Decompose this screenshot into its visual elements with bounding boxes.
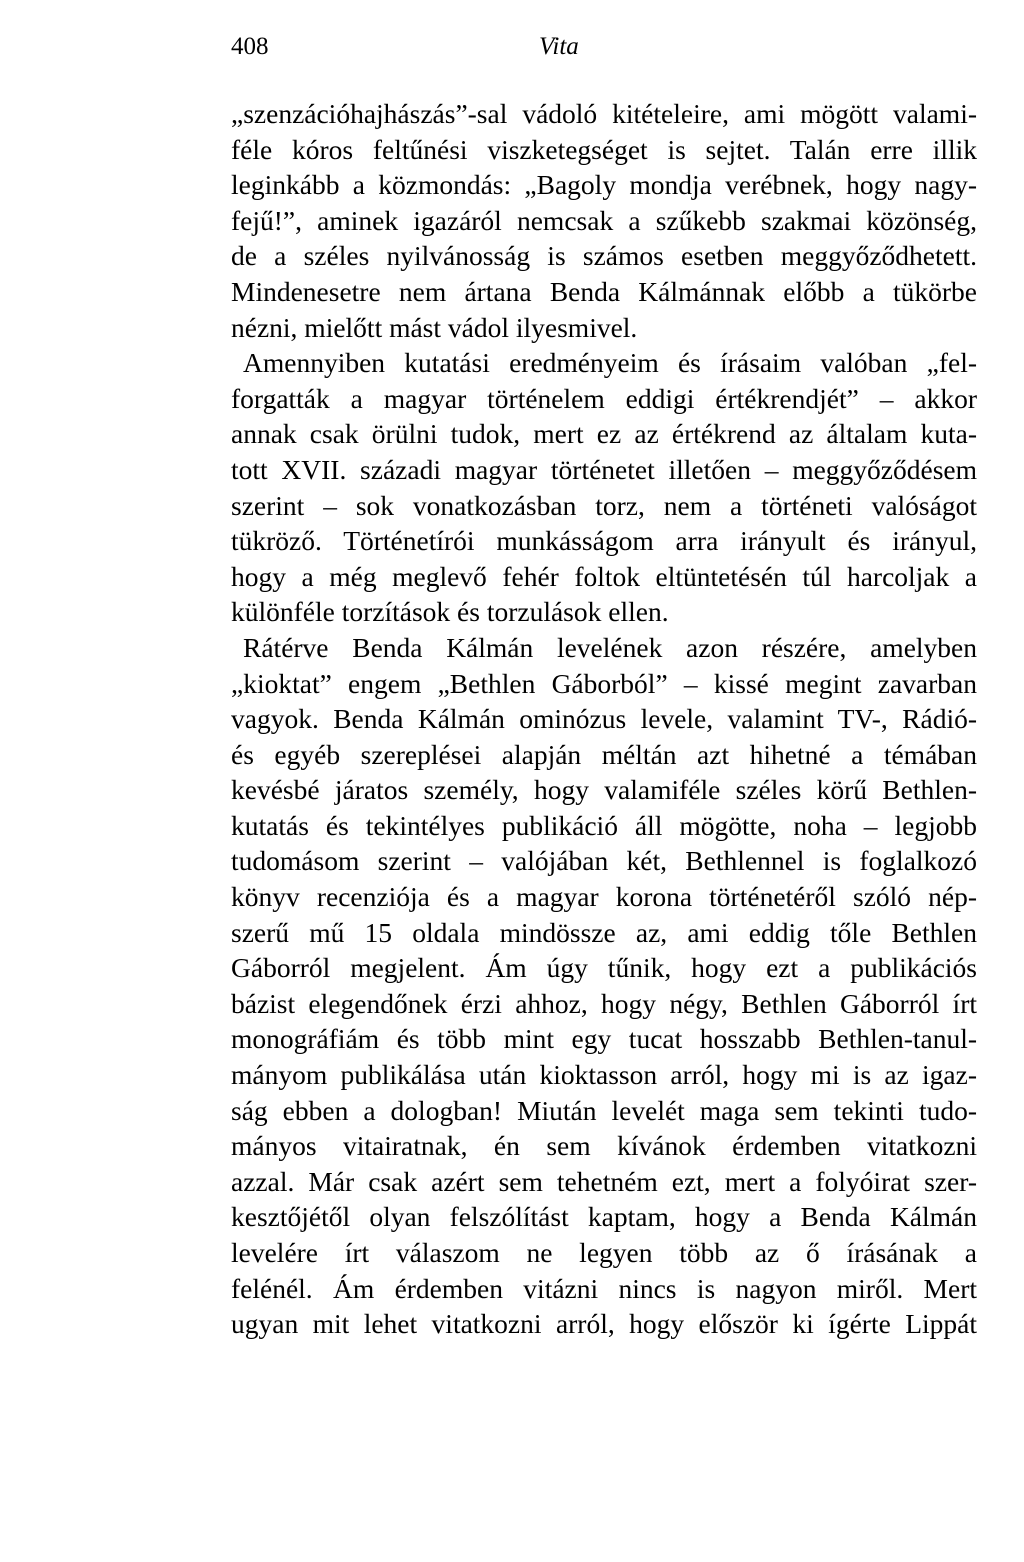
text-line: hogy a még meglevő fehér foltok eltüntetésén túl harcoljak a — [231, 560, 977, 592]
text-line: fejű!”, aminek igazáról nemcsak a szűkebb szakmai közönség, — [231, 204, 977, 236]
text-line: féle kóros feltűnési viszketegséget is sejtet. Talán erre illik — [231, 133, 977, 165]
text-line: ugyan mit lehet vitatkozni arról, hogy először ki ígérte Lippát — [231, 1308, 977, 1340]
text-line: tudomásom szerint – valójában két, Bethlennel is foglalkozó — [231, 845, 977, 877]
text-line: Mindenesetre nem ártana Benda Kálmánnak előbb a tükörbe — [231, 275, 977, 307]
text-line: de a széles nyilvánosság is számos esetben meggyőződhetett. — [231, 240, 977, 272]
text-line: szerű mű 15 oldala mindössze az, ami eddig tőle Bethlen — [231, 916, 977, 948]
text-line: tükröző. Történetírói munkásságom arra irányult és irányul, — [231, 525, 977, 557]
running-title: Vita — [539, 33, 579, 60]
text-line: „szenzációhajhászás”-sal vádoló kitételeire, ami mögött valami- — [231, 98, 977, 129]
paragraph — [231, 96, 977, 345]
text-line: Gáborról megjelent. Ám úgy tűnik, hogy ezt a publikációs — [231, 952, 977, 984]
paragraph — [231, 630, 977, 1342]
text-line: levelére írt válaszom ne legyen több az ő írásának a — [231, 1237, 977, 1268]
text-line: „kioktat” engem „Bethlen Gáborból” – kissé megint zavarban — [231, 667, 977, 699]
text-line: különféle torzítások és torzulások ellen. — [231, 596, 669, 628]
text-line: és egyéb szereplései alapján méltán azt hihetné a témában — [231, 738, 977, 770]
text-line: tott XVII. századi magyar történetet illetően – meggyőződésem — [231, 453, 977, 485]
text-line: leginkább a közmondás: „Bagoly mondja verébnek, hogy nagy- — [231, 169, 977, 201]
text-line: monográfiám és több mint egy tucat hosszabb Bethlen-tanul- — [231, 1023, 977, 1055]
text-line: nézni, mielőtt mást vádol ilyesmivel. — [231, 311, 638, 343]
text-line: felénél. Ám érdemben vitázni nincs is nagyon miről. Mert — [231, 1272, 977, 1304]
text-line: annak csak örülni tudok, mert ez az értékrend az általam kuta- — [231, 418, 977, 450]
text-line: forgatták a magyar történelem eddigi értékrendjét” – akkor — [231, 382, 977, 414]
page-header — [231, 30, 977, 64]
text-line: mányos vitairatnak, én sem kívánok érdemben vitatkozni — [231, 1130, 977, 1162]
text-line: Rátérve Benda Kálmán levelének azon részére, amelyben — [243, 631, 977, 663]
text-line: mányom publikálása után kioktasson arról, hogy mi is az igaz- — [231, 1059, 977, 1091]
body-text — [231, 96, 977, 1342]
text-line: bázist elegendőnek érzi ahhoz, hogy négy, Bethlen Gáborról írt — [231, 987, 977, 1019]
text-line: könyv recenziója és a magyar korona történetéről szóló nép- — [231, 881, 977, 913]
text-line: ság ebben a dologban! Miután levelét maga sem tekinti tudo- — [231, 1094, 977, 1126]
text-line: kesztőjétől olyan felszólítást kaptam, hogy a Benda Kálmán — [231, 1201, 977, 1233]
text-line: azzal. Már csak azért sem tehetném ezt, mert a folyóirat szer- — [231, 1165, 977, 1197]
text-line: kutatás és tekintélyes publikáció áll mögötte, noha – legjobb — [231, 809, 977, 841]
text-line: kevésbé járatos személy, hogy valamiféle széles körű Bethlen- — [231, 774, 977, 806]
text-line: Amennyiben kutatási eredményeim és írásaim valóban „fel- — [243, 347, 977, 379]
text-line: szerint – sok vonatkozásban torz, nem a történeti valóságot — [231, 489, 977, 521]
page-number: 408 — [231, 33, 269, 60]
text-line: vagyok. Benda Kálmán ominózus levele, valamint TV-, Rádió- — [231, 703, 977, 735]
paragraph — [231, 345, 977, 630]
